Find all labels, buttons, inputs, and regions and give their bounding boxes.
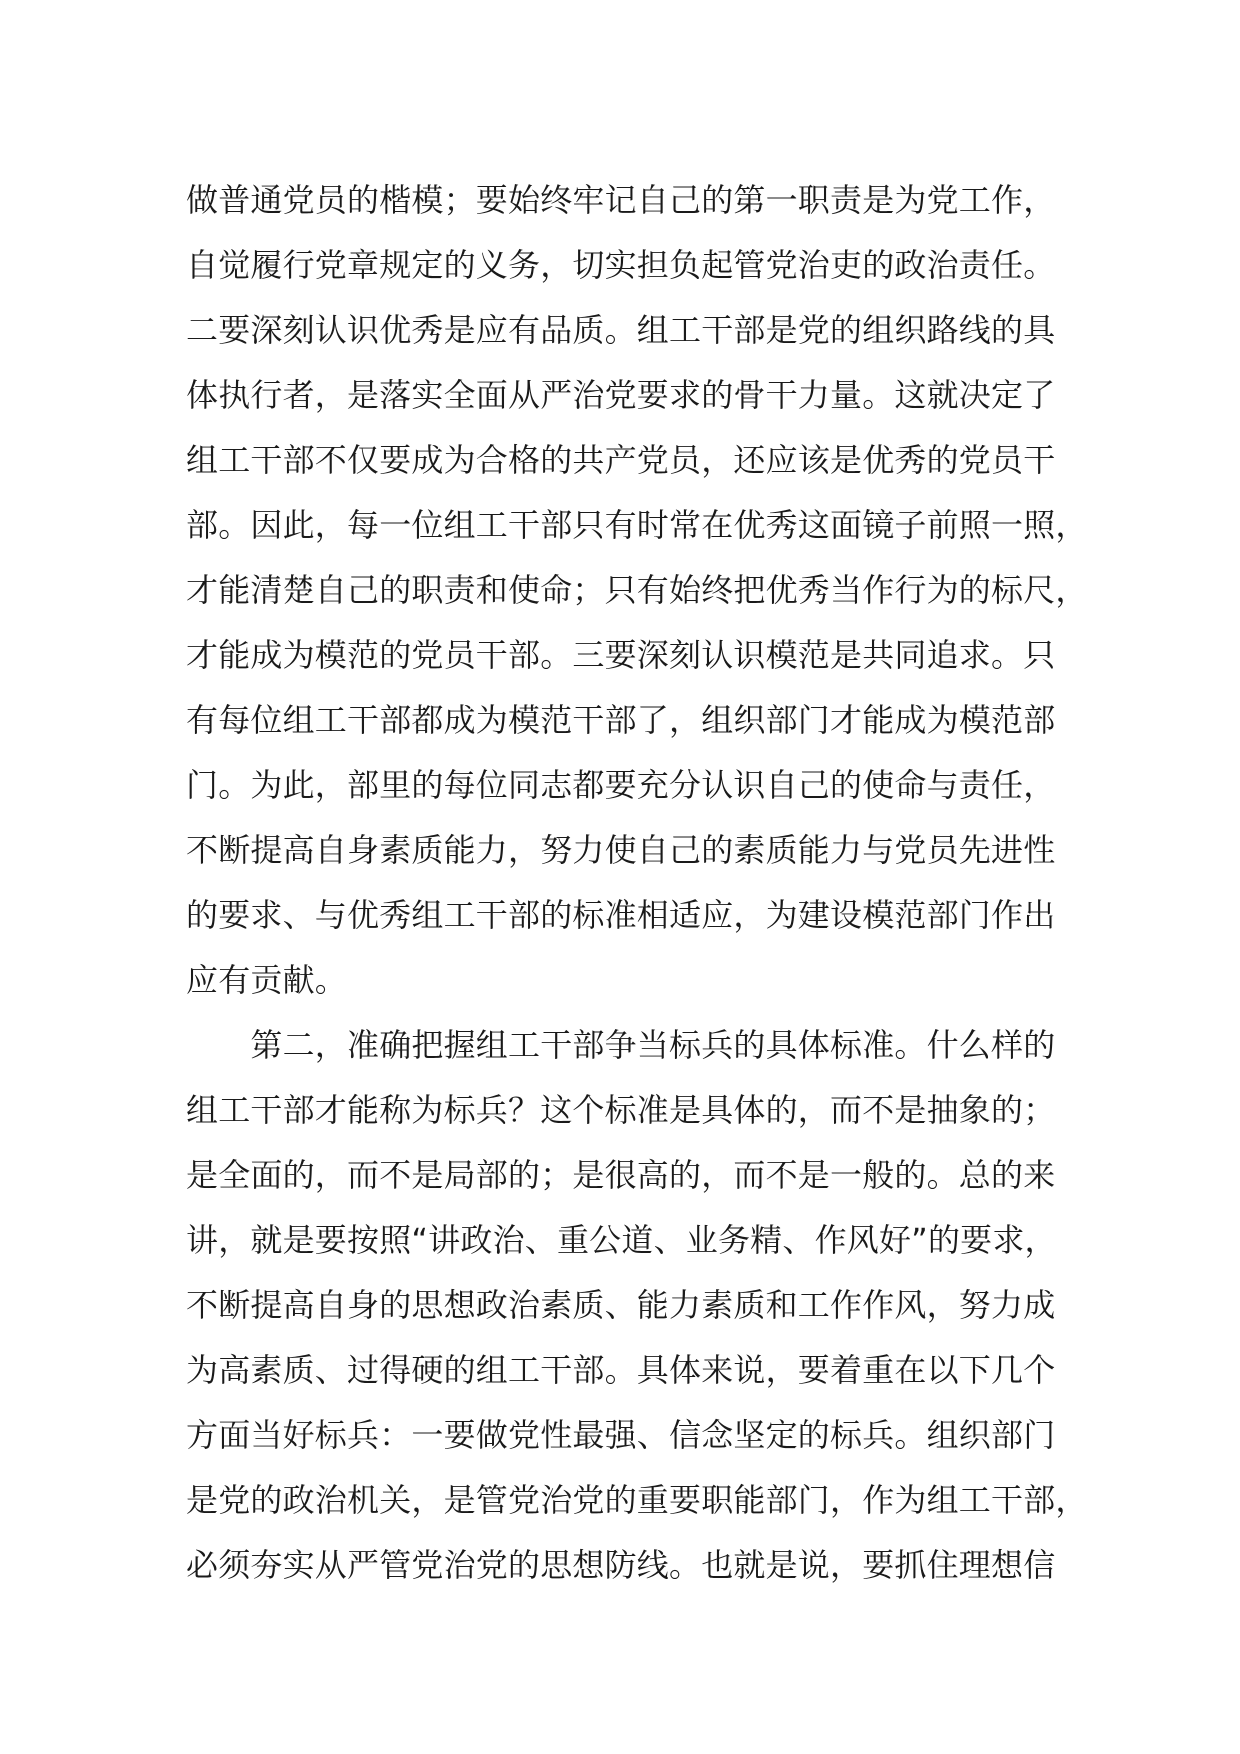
- text-line: 二要深刻认识优秀是应有品质。组工干部是党的组织路线的具: [186, 311, 1056, 349]
- text-line: 部。因此，每一位组工干部只有时常在优秀这面镜子前照一照，: [186, 506, 1088, 544]
- text-line: 才能成为模范的党员干部。三要深刻认识模范是共同追求。只: [186, 636, 1056, 674]
- text-line: 门。为此，部里的每位同志都要充分认识自己的使命与责任，: [186, 766, 1056, 804]
- text-line: 的要求、与优秀组工干部的标准相适应，为建设模范部门作出: [186, 896, 1056, 934]
- text-line: 方面当好标兵：一要做党性最强、信念坚定的标兵。组织部门: [186, 1416, 1056, 1454]
- text-line: 组工干部不仅要成为合格的共产党员，还应该是优秀的党员干: [186, 441, 1056, 479]
- text-line: 体执行者，是落实全面从严治党要求的骨干力量。这就决定了: [186, 376, 1056, 414]
- text-line: 必须夯实从严管党治党的思想防线。也就是说，要抓住理想信: [186, 1546, 1056, 1584]
- text-line: 为高素质、过得硬的组工干部。具体来说，要着重在以下几个: [186, 1351, 1056, 1389]
- text-line: 自觉履行党章规定的义务，切实担负起管党治吏的政治责任。: [186, 246, 1056, 284]
- text-line: 应有贡献。: [186, 961, 348, 999]
- text-line: 是党的政治机关，是管党治党的重要职能部门，作为组工干部，: [186, 1481, 1088, 1519]
- body-text: [186, 168, 1086, 1598]
- text-line: 组工干部才能称为标兵？这个标准是具体的，而不是抽象的；: [186, 1091, 1056, 1129]
- text-line: 第二，准确把握组工干部争当标兵的具体标准。什么样的: [186, 1026, 1056, 1064]
- text-line: 做普通党员的楷模；要始终牢记自己的第一职责是为党工作，: [186, 181, 1056, 219]
- text-line: 才能清楚自己的职责和使命；只有始终把优秀当作行为的标尺，: [186, 571, 1088, 609]
- text-line: 不断提高自身素质能力，努力使自己的素质能力与党员先进性: [186, 831, 1056, 869]
- text-line: 讲，就是要按照“讲政治、重公道、业务精、作风好”的要求，: [186, 1221, 1057, 1259]
- text-line: 有每位组工干部都成为模范干部了，组织部门才能成为模范部: [186, 701, 1056, 739]
- text-line: 不断提高自身的思想政治素质、能力素质和工作作风，努力成: [186, 1286, 1056, 1324]
- text-line: 是全面的，而不是局部的；是很高的，而不是一般的。总的来: [186, 1156, 1056, 1194]
